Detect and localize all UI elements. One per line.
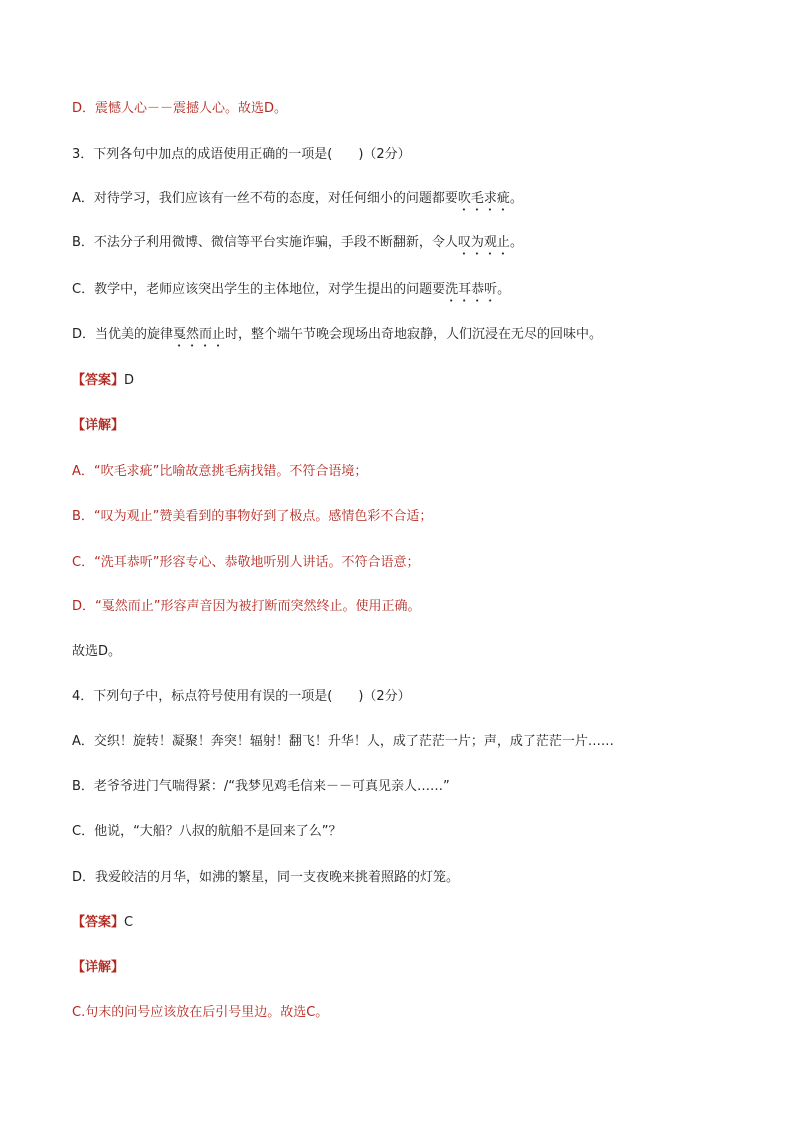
question-3-explanation-d: D．“戛然而止”形容声音因为被打断而突然终止。使用正确。 [72,599,421,614]
question-3-option-c [72,281,510,299]
option-c-dotted-idiom: 洗耳恭听 [445,282,498,297]
question-3-explanation-c: C．“洗耳恭听”形容专心、恭敬地听别人讲话。不符合语意； [72,555,420,570]
question-4-explanation: C.句末的问号应该放在后引号里边。故选C。 [72,1005,329,1020]
question-3-option-d [72,326,602,344]
option-c-text-after: 。 [497,282,511,297]
question-3-answer [72,372,134,390]
option-d-dotted-idiom: 戛然而止 [173,327,226,342]
question-3-stem: 3．下列各句中加点的成语使用正确的一项是( )（2分） [72,147,411,162]
question-4-answer [72,914,133,932]
option-d-text-after: 时，整个端午节晚会现场出奇地寂静，人们沉浸在无尽的回味中。 [225,327,603,342]
answer-value: C [124,915,134,930]
question-3-option-b [72,234,523,252]
option-a-dotted-idiom: 吹毛求疵 [457,191,510,206]
question-4-option-a: A．交织！旋转！凝聚！奔突！辐射！翻飞！升华！人，成了茫茫一片；声，成了茫茫一片…… [72,734,614,749]
option-c-text-before: C．教学中，老师应该突出学生的主体地位，对学生提出的问题要 [72,282,446,297]
question-4-detail-tag: 【详解】 [72,960,125,975]
option-a-text-before: A．对待学习，我们应该有一丝不苟的态度，对任何细小的问题都要 [72,191,458,206]
question-3-conclusion: 故选D。 [72,644,122,659]
answer-value: D [124,373,135,388]
option-b-dotted-idiom: 叹为观止 [457,235,510,250]
question-4-option-d: D．我爱皎洁的月华，如沸的繁星，同一支夜晚来挑着照路的灯笼。 [72,870,460,885]
answer-tag: 【答案】 [72,915,125,930]
answer-tag: 【答案】 [72,373,125,388]
question-3-explanation-b: B．“叹为观止”赞美看到的事物好到了极点。感情色彩不合适； [72,509,433,524]
option-a-text-after: 。 [509,191,523,206]
question-4-stem: 4．下列句子中，标点符号使用有误的一项是( )（2分） [72,689,411,704]
question-3-detail-tag: 【详解】 [72,418,125,433]
question-4-option-b: B．老爷爷进门气喘得紧：/“我梦见鸡毛信来－－可真见亲人……” [72,779,450,794]
prev-explanation-line: D．震憾人心－－震撼人心。故选D。 [72,101,288,116]
question-3-option-a [72,190,523,208]
option-b-text-before: B．不法分子利用微博、微信等平台实施诈骗，手段不断翻新，令人 [72,235,458,250]
option-b-text-after: 。 [509,235,523,250]
question-4-option-c: C．他说，“大船？八叔的航船不是回来了么”？ [72,824,342,839]
question-3-explanation-a: A．“吹毛求疵”比喻故意挑毛病找错。不符合语境； [72,464,368,479]
option-d-text-before: D．当优美的旋律 [72,327,174,342]
